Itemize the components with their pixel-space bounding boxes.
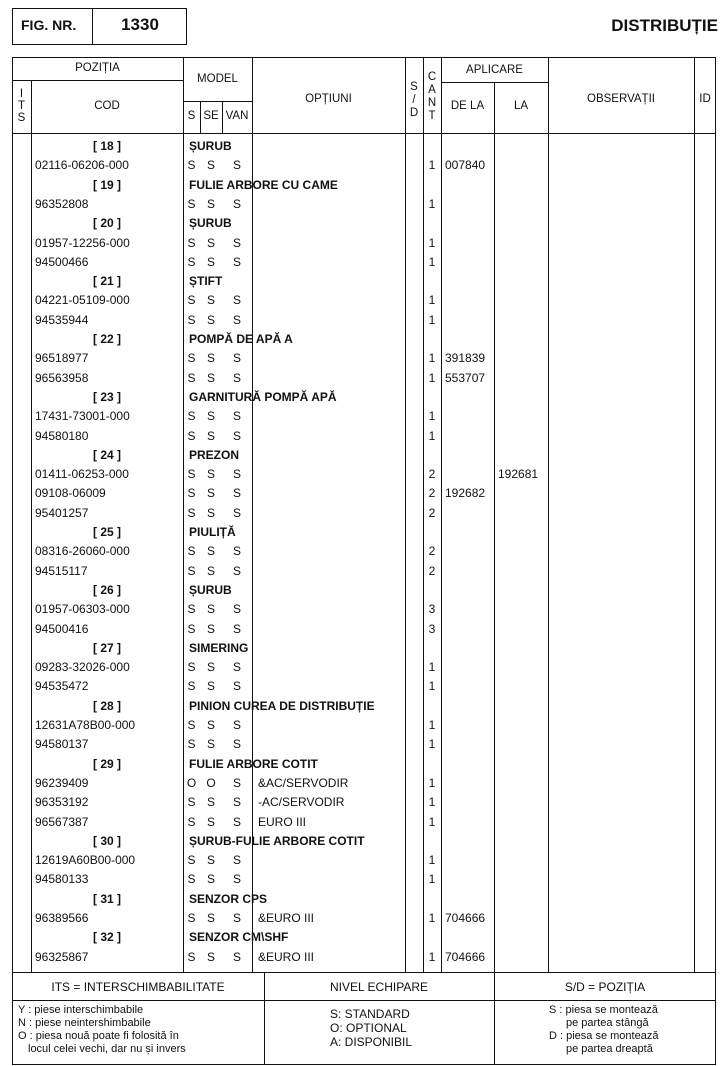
part-code: 96563958: [35, 371, 89, 385]
from-serial: 007840: [445, 158, 486, 172]
part-code: 94535944: [35, 313, 89, 327]
part-name: SENZOR CM\SHF: [189, 930, 289, 944]
part-code: 17431-73001-000: [35, 409, 130, 423]
part-code: 96518977: [35, 351, 89, 365]
quantity-value: 2: [428, 564, 436, 578]
quantity-value: 1: [428, 776, 436, 790]
model-s-value: S: [187, 506, 196, 520]
page-title: DISTRIBUȚIE: [611, 16, 718, 35]
header-cant-a: A: [428, 84, 436, 96]
quantity-value: 1: [428, 197, 436, 211]
model-van-value: S: [232, 429, 241, 443]
header-its-s: S: [17, 112, 26, 124]
quantity-value: 1: [428, 255, 436, 269]
header-optiuni: OPȚIUNI: [305, 93, 352, 105]
option-value: -AC/SERVODIR: [258, 795, 345, 809]
option-value: EURO III: [258, 815, 307, 829]
model-van-value: S: [232, 679, 241, 693]
model-se-value: S: [206, 197, 215, 211]
part-code: 08316-26060-000: [35, 544, 130, 558]
header-model-se: SE: [203, 110, 219, 122]
quantity-value: 1: [428, 429, 436, 443]
position-code: [ 24 ]: [92, 448, 121, 462]
col-line-dela: [494, 82, 495, 972]
part-name: SENZOR CPS: [189, 892, 268, 906]
model-se-value: S: [206, 371, 215, 385]
position-code: [ 32 ]: [92, 930, 121, 944]
header-model-van: VAN: [225, 110, 249, 122]
part-code: 94580137: [35, 737, 89, 751]
header-de-la: DE LA: [450, 100, 485, 112]
part-code: 04221-05109-000: [35, 293, 130, 307]
model-se-value: S: [206, 795, 215, 809]
model-se-value: S: [206, 351, 215, 365]
model-se-value: S: [206, 293, 215, 307]
model-s-value: S: [187, 622, 196, 636]
part-code: 12619A60B00-000: [35, 853, 136, 867]
quantity-value: 1: [428, 660, 436, 674]
position-code: [ 18 ]: [92, 139, 121, 153]
from-serial: 704666: [445, 950, 486, 964]
model-van-value: S: [232, 255, 241, 269]
col-line-la: [548, 57, 549, 972]
header-bottom-line: [12, 133, 716, 134]
part-code: 01957-06303-000: [35, 602, 130, 616]
model-se-value: S: [206, 815, 215, 829]
part-name: ȘURUB: [189, 583, 232, 597]
model-s-value: S: [187, 313, 196, 327]
quantity-value: 1: [428, 679, 436, 693]
model-se-value: S: [206, 718, 215, 732]
position-code: [ 27 ]: [92, 641, 121, 655]
part-name: PINION CUREA DE DISTRIBUȚIE: [189, 699, 375, 713]
header-model: MODEL: [197, 73, 238, 85]
part-code: 96352808: [35, 197, 89, 211]
from-serial: 704666: [445, 911, 486, 925]
header-model-s: S: [187, 110, 196, 122]
part-name: POMPĂ DE APĂ A: [189, 332, 293, 346]
part-code: 94580180: [35, 429, 89, 443]
model-van-value: S: [232, 293, 241, 307]
footer-nivel-line-2: O: OPTIONAL: [330, 1021, 407, 1035]
model-s-value: S: [187, 293, 196, 307]
model-van-value: S: [232, 197, 241, 211]
model-s-value: S: [187, 371, 196, 385]
header-cant-n: N: [427, 97, 437, 109]
header-its-t: T: [17, 100, 26, 112]
pozitia-underline: [12, 80, 183, 81]
quantity-value: 1: [428, 737, 436, 751]
model-s-value: S: [187, 737, 196, 751]
part-name: GARNITURĂ POMPĂ APĂ: [189, 390, 337, 404]
position-code: [ 31 ]: [92, 892, 121, 906]
part-code: 01411-06253-000: [35, 467, 129, 481]
parts-table-frame: [12, 57, 716, 1065]
footer-sd-line-3: D : piesa se montează: [549, 1030, 659, 1042]
footer-its-line-4: locul celei vechi, dar nu și invers: [28, 1043, 186, 1055]
option-value: &EURO III: [258, 950, 315, 964]
position-code: [ 20 ]: [92, 216, 121, 230]
quantity-value: 1: [428, 158, 436, 172]
model-s-value: S: [187, 255, 196, 269]
part-code: 09283-32026-000: [35, 660, 130, 674]
model-van-value: S: [232, 622, 241, 636]
model-s-value: S: [187, 950, 196, 964]
model-s-value: S: [187, 351, 196, 365]
quantity-value: 1: [428, 853, 436, 867]
model-s-value: S: [187, 911, 196, 925]
header-sd-slash: /: [412, 94, 416, 106]
quantity-value: 1: [428, 795, 436, 809]
figure-number: 1330: [121, 15, 159, 34]
model-se-value: S: [206, 622, 215, 636]
quantity-value: 2: [428, 544, 436, 558]
model-van-value: S: [232, 950, 241, 964]
header-sd-s: S: [410, 81, 418, 93]
footer-nivel-title: NIVEL ECHIPARE: [329, 980, 429, 994]
part-name: ȘTIFT: [189, 274, 223, 288]
position-code: [ 22 ]: [92, 332, 121, 346]
model-van-value: S: [232, 602, 241, 616]
quantity-value: 1: [428, 815, 436, 829]
part-code: 01957-12256-000: [35, 236, 130, 250]
model-van-value: S: [232, 853, 241, 867]
part-code: 96353192: [35, 795, 89, 809]
position-code: [ 28 ]: [92, 699, 121, 713]
from-serial: 192682: [445, 486, 486, 500]
model-underline: [183, 101, 252, 102]
model-s-value: O: [186, 776, 197, 790]
position-code: [ 23 ]: [92, 390, 121, 404]
model-se-value: S: [206, 737, 215, 751]
model-se-value: S: [206, 853, 215, 867]
quantity-value: 1: [428, 313, 436, 327]
quantity-value: 1: [428, 950, 436, 964]
model-s-value: S: [187, 795, 196, 809]
model-van-value: S: [232, 486, 241, 500]
model-se-value: S: [206, 429, 215, 443]
model-s-value: S: [187, 429, 196, 443]
model-van-value: S: [232, 660, 241, 674]
model-s-value: S: [187, 197, 196, 211]
header-cod: COD: [94, 100, 120, 112]
model-van-value: S: [232, 911, 241, 925]
model-se-value: S: [206, 544, 215, 558]
model-se-value: S: [206, 313, 215, 327]
footer-its-line-3: O : piesa nouă poate fi folosită în: [18, 1030, 179, 1042]
model-s-value: S: [187, 236, 196, 250]
model-s-value: S: [187, 872, 196, 886]
model-van-value: S: [232, 313, 241, 327]
quantity-value: 1: [428, 293, 436, 307]
part-name: ȘURUB: [189, 216, 232, 230]
header-its-i: I: [19, 88, 24, 100]
col-line-id: [694, 57, 695, 972]
header-la: LA: [513, 100, 529, 112]
part-code: 96567387: [35, 815, 89, 829]
model-se-value: S: [206, 506, 215, 520]
header-cant-c: C: [427, 71, 437, 83]
part-code: 95401257: [35, 506, 89, 520]
model-van-value: S: [232, 544, 241, 558]
part-code: 94500416: [35, 622, 89, 636]
model-van-value: S: [232, 795, 241, 809]
model-s-value: S: [187, 679, 196, 693]
model-van-value: S: [232, 409, 241, 423]
footer-its-line-2: N : piese neintershimbabile: [18, 1017, 151, 1029]
model-van-value: S: [232, 872, 241, 886]
header-aplicare: APLICARE: [466, 64, 523, 76]
position-code: [ 30 ]: [92, 834, 121, 848]
model-van-value: S: [232, 467, 241, 481]
part-code: 94580133: [35, 872, 89, 886]
model-se-value: S: [206, 660, 215, 674]
position-code: [ 19 ]: [92, 178, 121, 192]
header-sd-d: D: [409, 107, 419, 119]
part-name: ȘURUB-FULIE ARBORE COTIT: [189, 834, 365, 848]
model-van-value: S: [232, 506, 241, 520]
quantity-value: 1: [428, 409, 436, 423]
option-value: &EURO III: [258, 911, 315, 925]
position-code: [ 21 ]: [92, 274, 121, 288]
quantity-value: 1: [428, 236, 436, 250]
quantity-value: 1: [428, 351, 436, 365]
model-se-value: O: [206, 776, 216, 790]
model-s-value: S: [187, 158, 196, 172]
part-code: 96389566: [35, 911, 89, 925]
model-se-value: S: [206, 409, 215, 423]
quantity-value: 1: [428, 872, 436, 886]
model-s-value: S: [187, 815, 196, 829]
model-s-value: S: [187, 544, 196, 558]
model-van-value: S: [232, 564, 241, 578]
model-se-value: S: [206, 679, 215, 693]
model-se-value: S: [206, 236, 215, 250]
part-code: 96325867: [35, 950, 89, 964]
model-se-value: S: [206, 602, 215, 616]
model-se-value: S: [206, 158, 215, 172]
model-van-value: S: [232, 718, 241, 732]
header-cant-t: T: [428, 110, 436, 122]
model-van-value: S: [232, 351, 241, 365]
figure-label: FIG. NR.: [21, 17, 77, 33]
footer-top-line: [12, 972, 716, 973]
part-code: 96239409: [35, 776, 89, 790]
position-code: [ 29 ]: [92, 757, 121, 771]
quantity-value: 2: [428, 506, 436, 520]
model-s-value: S: [187, 467, 196, 481]
part-name: PREZON: [189, 448, 240, 462]
quantity-value: 3: [428, 622, 436, 636]
model-se-value: S: [206, 564, 215, 578]
model-se-value: S: [206, 872, 215, 886]
part-name: ȘURUB: [189, 139, 232, 153]
part-code: 94500466: [35, 255, 89, 269]
model-se-value: S: [206, 486, 215, 500]
model-van-value: S: [232, 236, 241, 250]
model-s-value: S: [187, 718, 196, 732]
quantity-value: 2: [428, 467, 436, 481]
part-code: 94515117: [35, 564, 88, 578]
part-name: FULIE ARBORE CU CAME: [189, 178, 338, 192]
part-code: 94535472: [35, 679, 89, 693]
part-name: FULIE ARBORE COTIT: [189, 757, 318, 771]
footer-its-title: ITS = INTERSCHIMBABILITATE: [51, 980, 225, 994]
footer-sd-line-4: pe partea dreaptă: [566, 1043, 653, 1055]
model-s-value: S: [187, 602, 196, 616]
quantity-value: 1: [428, 911, 436, 925]
header-observatii: OBSERVAȚII: [587, 93, 655, 105]
model-van-value: S: [232, 815, 241, 829]
header-pozitia: POZIȚIA: [75, 62, 120, 74]
footer-sd-line-2: pe partea stângă: [566, 1017, 649, 1029]
col-line-cant: [441, 57, 442, 972]
footer-sd-line-1: S : piesa se montează: [549, 1004, 658, 1016]
model-van-value: S: [232, 776, 241, 790]
part-code: 12631A78B00-000: [35, 718, 136, 732]
model-se-value: S: [206, 467, 215, 481]
from-serial: 553707: [445, 371, 486, 385]
footer-nivel-line-1: S: STANDARD: [330, 1007, 410, 1021]
position-code: [ 25 ]: [92, 525, 121, 539]
model-se-value: S: [206, 911, 215, 925]
model-s-value: S: [187, 486, 196, 500]
part-code: 09108-06009: [35, 486, 106, 500]
model-s-value: S: [187, 660, 196, 674]
footer-its-line-1: Y : piese interschimbabile: [18, 1004, 144, 1016]
model-van-value: S: [232, 371, 241, 385]
part-name: PIULIȚĂ: [189, 525, 236, 539]
model-s-value: S: [187, 409, 196, 423]
model-se-value: S: [206, 950, 215, 964]
footer-sd-title: S/D = POZIȚIA: [564, 980, 646, 994]
part-name: SIMERING: [189, 641, 249, 655]
header-id: ID: [699, 93, 711, 105]
model-se-value: S: [206, 255, 215, 269]
position-code: [ 26 ]: [92, 583, 121, 597]
model-s-value: S: [187, 853, 196, 867]
part-code: 02116-06206-000: [35, 158, 129, 172]
quantity-value: 3: [428, 602, 436, 616]
model-s-value: S: [187, 564, 196, 578]
model-van-value: S: [232, 737, 241, 751]
quantity-value: 2: [428, 486, 436, 500]
quantity-value: 1: [428, 371, 436, 385]
footer-title-line: [12, 1000, 716, 1001]
col-line-optiuni: [405, 57, 406, 972]
model-van-value: S: [232, 158, 241, 172]
footer-nivel-line-3: A: DISPONIBIL: [330, 1035, 413, 1049]
to-serial: 192681: [498, 467, 539, 481]
option-value: &AC/SERVODIR: [258, 776, 349, 790]
from-serial: 391839: [445, 351, 486, 365]
quantity-value: 1: [428, 718, 436, 732]
